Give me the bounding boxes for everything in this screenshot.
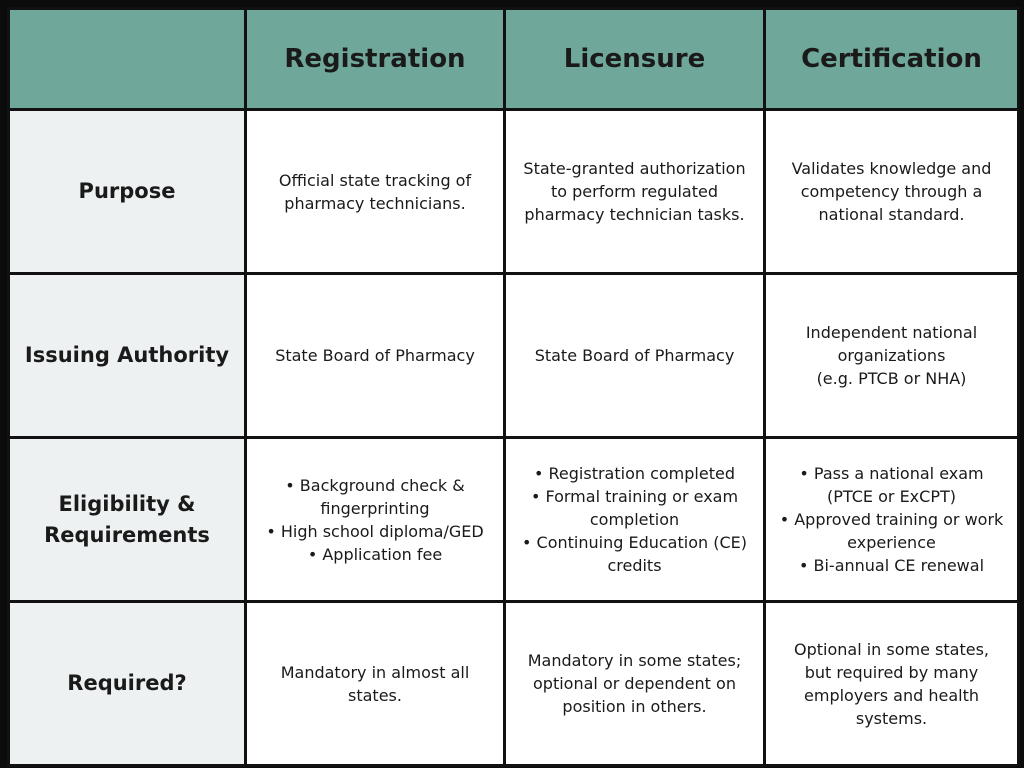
row-label-line: Requirements: [44, 522, 210, 547]
table-row-required: [9, 602, 1019, 766]
cell-line: competency through a: [800, 182, 983, 201]
cell-required-registration: [246, 602, 505, 766]
cell-line: • High school diploma/GED: [266, 521, 484, 541]
cell-line: organizations: [837, 346, 946, 365]
cell-line: • Pass a national exam: [799, 464, 984, 483]
cell-line: • Formal training or exam: [530, 487, 739, 506]
cell-line: • Registration completed: [534, 464, 735, 483]
cell-line: State-granted authorization: [523, 159, 746, 178]
row-label-eligibility: [9, 438, 246, 602]
cell-line: Validates knowledge and: [791, 159, 992, 178]
header-licensure: Licensure: [505, 9, 765, 110]
cell-line: • Application fee: [307, 544, 443, 564]
row-label-line: Required?: [67, 671, 187, 695]
cell-line: Mandatory in almost all: [280, 662, 470, 682]
cell-authority-licensure: [505, 274, 765, 438]
cell-authority-registration: [246, 274, 505, 438]
table-row-issuing-authority: [9, 274, 1019, 438]
header-row: [9, 9, 1019, 110]
cell-line: State Board of Pharmacy: [275, 346, 475, 365]
cell-line: experience: [847, 533, 936, 552]
cell-line: to perform regulated: [550, 182, 718, 201]
cell-line: • Continuing Education (CE): [522, 533, 747, 552]
cell-line: State Board of Pharmacy: [534, 346, 735, 365]
header-certification: Certification: [765, 9, 1019, 110]
cell-line: • Bi-annual CE renewal: [798, 556, 985, 575]
table-row-eligibility: [9, 438, 1019, 602]
cell-line: • Approved training or work: [779, 510, 1004, 529]
cell-line: credits: [607, 556, 662, 575]
row-label-issuing-authority: [9, 274, 246, 438]
cell-line: but required by many: [804, 662, 979, 682]
cell-eligibility-registration: [246, 438, 505, 602]
corner-cell: [9, 9, 246, 110]
row-label-required: [9, 602, 246, 766]
cell-line: • Background check &: [285, 475, 465, 495]
cell-required-certification: [765, 602, 1019, 766]
cell-line: pharmacy technicians.: [284, 193, 466, 213]
cell-line: optional or dependent on: [533, 674, 736, 693]
cell-line: position in others.: [562, 697, 707, 716]
cell-line: completion: [589, 510, 680, 529]
cell-purpose-certification: [765, 110, 1019, 274]
cell-purpose-licensure: [505, 110, 765, 274]
cell-line: pharmacy technician tasks.: [524, 205, 745, 224]
cell-line: Mandatory in some states;: [527, 651, 742, 670]
cell-eligibility-certification: [765, 438, 1019, 602]
cell-eligibility-licensure: [505, 438, 765, 602]
row-label-line: Purpose: [78, 179, 176, 203]
row-label-purpose: [9, 110, 246, 274]
cell-line: Independent national: [805, 323, 978, 342]
cell-line: states.: [348, 685, 402, 705]
cell-line: (PTCE or ExCPT): [827, 487, 956, 506]
cell-line: national standard.: [818, 205, 965, 224]
cell-line: Official state tracking of: [278, 170, 472, 190]
cell-line: fingerprinting: [320, 498, 430, 518]
cell-line: employers and health: [804, 685, 979, 705]
row-label-line: Eligibility &: [58, 491, 196, 516]
cell-line: Optional in some states,: [794, 639, 989, 659]
cell-purpose-registration: [246, 110, 505, 274]
cell-required-licensure: [505, 602, 765, 766]
row-label-line: Issuing Authority: [24, 343, 230, 367]
comparison-table: [7, 7, 1020, 767]
cell-line: (e.g. PTCB or NHA): [816, 369, 967, 388]
cell-line: systems.: [855, 708, 928, 728]
cell-authority-certification: [765, 274, 1019, 438]
header-registration: Registration: [246, 9, 505, 110]
table-row-purpose: [9, 110, 1019, 274]
